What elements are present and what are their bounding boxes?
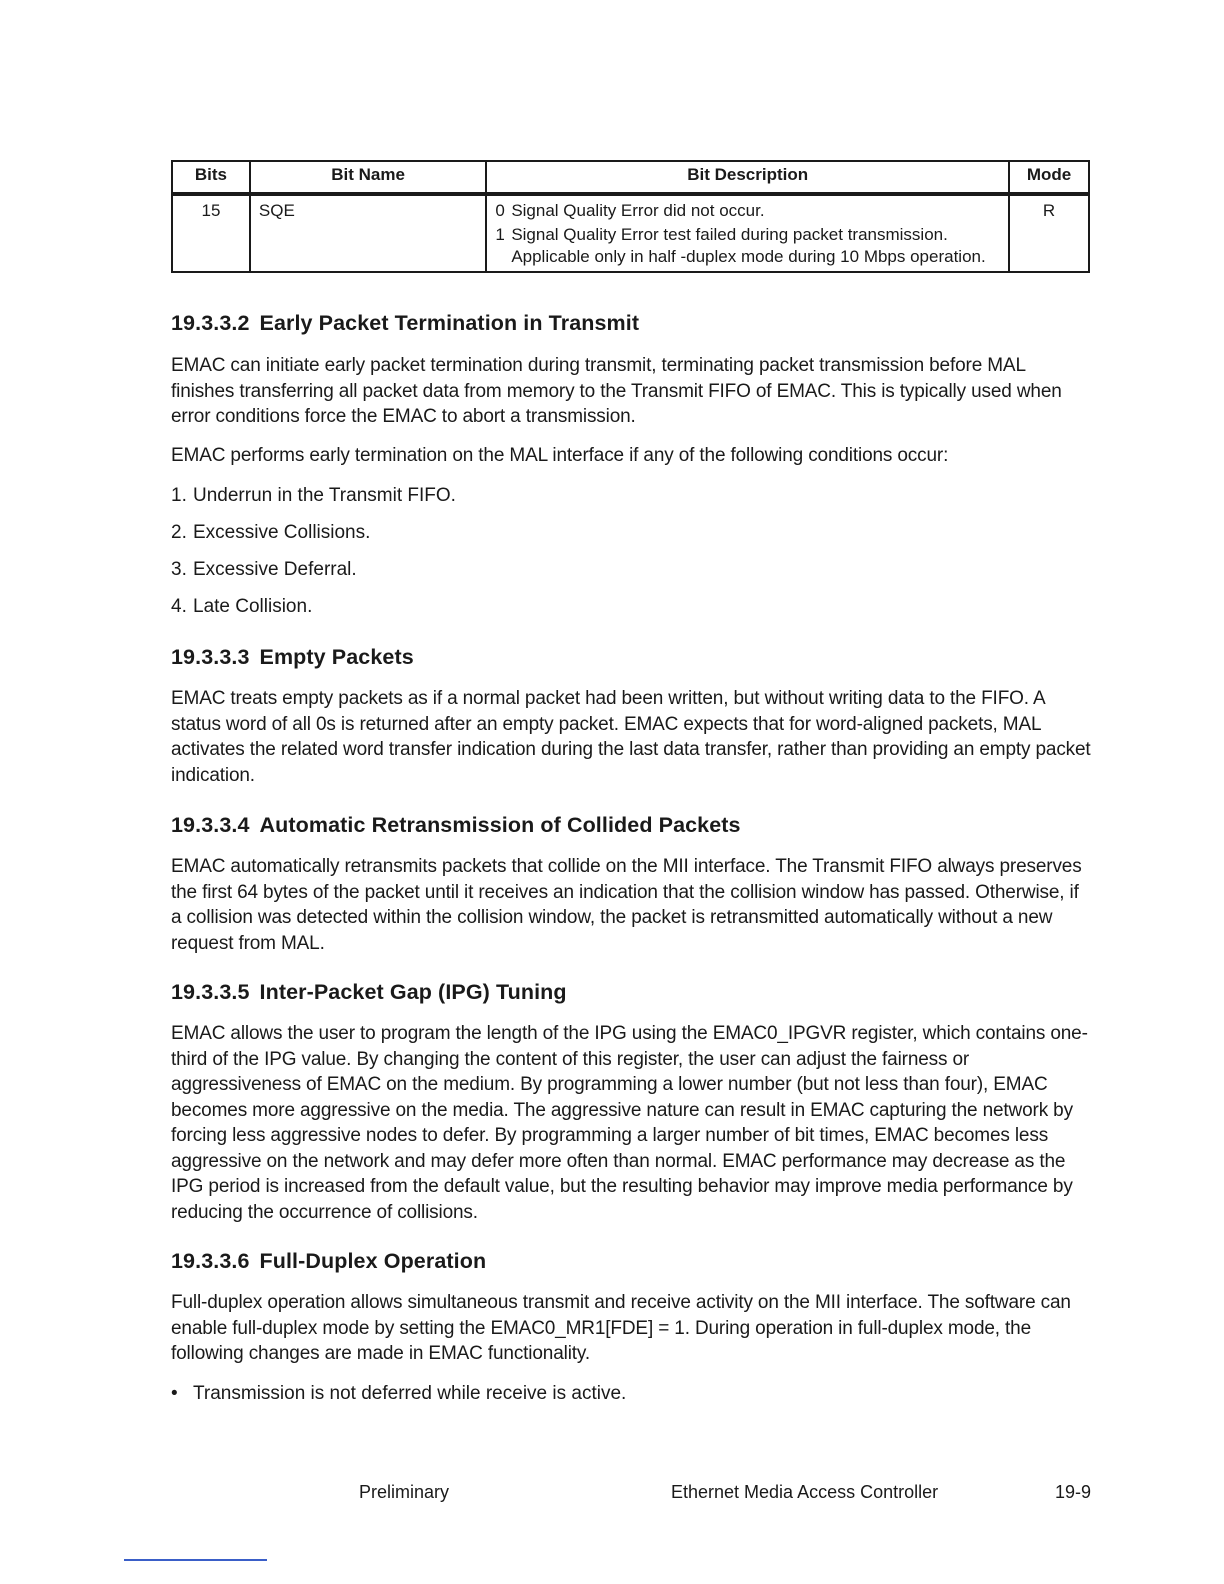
section-heading-19-3-3-5 <box>171 978 1091 1006</box>
table-header-row <box>172 161 1089 194</box>
section-title: 19.3.3.2 Early Packet Termination in Transmit <box>171 311 640 335</box>
paragraph <box>171 1021 1091 1225</box>
description-line <box>495 224 1000 268</box>
bullet-icon: • <box>171 1383 178 1404</box>
list-item: 2. Excessive Collisions. <box>171 522 371 543</box>
paragraph-text: EMAC can initiate early packet termination during transmit, terminating packet transmission before MAL finishes transferring all packet data from memory to the Transmit FIFO of EMAC. This is typically used when error conditions force the EMAC to abort a transmission. <box>171 355 1062 427</box>
footer-page-number: 19-9 <box>1055 1482 1092 1502</box>
description-value: 1 <box>495 225 505 244</box>
section-heading-19-3-3-2 <box>171 309 1091 337</box>
section-title: 19.3.3.5 Inter-Packet Gap (IPG) Tuning <box>171 980 567 1004</box>
header-bit-description: Bit Description <box>486 161 1009 194</box>
description-text: Signal Quality Error test failed during packet transmission. Applicable only in half -duplex mode during 10 Mbps operation. <box>511 225 986 266</box>
paragraph <box>171 1290 1091 1367</box>
section-heading-19-3-3-4 <box>171 811 1091 839</box>
section-heading-19-3-3-3 <box>171 643 1091 671</box>
footnote-rule <box>124 1559 267 1561</box>
header-bits: Bits <box>172 161 250 194</box>
paragraph-text: EMAC performs early termination on the MAL interface if any of the following conditions occur: <box>171 445 949 466</box>
description-text: Signal Quality Error did not occur. <box>511 201 765 220</box>
description-value: 0 <box>495 201 505 220</box>
section-title: 19.3.3.4 Automatic Retransmission of Collided Packets <box>171 813 741 837</box>
paragraph-text: EMAC allows the user to program the length of the IPG using the EMAC0_IPGVR register, which contains one-third of the IPG value. By changing the content of this register, the user can adjust the fairness or aggressiveness of EMAC on the medium. By programming a lower number (but not less than four), EMAC becomes more aggressive on the media. The aggressive nature can result in EMAC capturing the network by forcing less aggressive nodes to defer. By programming a larger number of bit times, EMAC becomes less aggressive on the network and may defer more often than normal. EMAC performance may decrease as the IPG period is increased from the default value, but the resulting behavior may improve media performance by reducing the occurrence of collisions. <box>171 1023 1088 1223</box>
list-item: 4. Late Collision. <box>171 596 313 617</box>
header-bit-name: Bit Name <box>250 161 486 194</box>
paragraph <box>171 443 1091 469</box>
paragraph <box>171 686 1091 788</box>
list-item: 3. Excessive Deferral. <box>171 559 357 580</box>
paragraph-text: EMAC treats empty packets as if a normal packet had been written, but without writing data to the FIFO. A status word of all 0s is returned after an empty packet. EMAC expects that for word-aligned packets, MAL activates the related word transfer indication during the last data transfer, rather than providing an empty packet indication. <box>171 688 1091 786</box>
paragraph-text: Full-duplex operation allows simultaneous transmit and receive activity on the MII interface. The software can enable full-duplex mode by setting the EMAC0_MR1[FDE] = 1. During operation in full-duplex mode, the following changes are made in EMAC functionality. <box>171 1292 1071 1364</box>
cell-bit-name: SQE <box>250 194 486 272</box>
section-heading-19-3-3-6 <box>171 1247 1091 1275</box>
cell-bits: 15 <box>172 194 250 272</box>
section-title: 19.3.3.3 Empty Packets <box>171 645 414 669</box>
bullet-item: • Transmission is not deferred while receive is active. <box>171 1383 627 1404</box>
cell-mode: R <box>1009 194 1089 272</box>
description-line <box>495 200 1000 222</box>
list-item: 1. Underrun in the Transmit FIFO. <box>171 485 456 506</box>
header-mode: Mode <box>1009 161 1089 194</box>
register-bits-table <box>171 160 1090 273</box>
paragraph-text: EMAC automatically retransmits packets that collide on the MII interface. The Transmit FIFO always preserves the first 64 bytes of the packet until it receives an indication that the collision window has passed. Otherwise, if a collision was detected within the collision window, the packet is retransmitted automatically without a new request from MAL. <box>171 856 1082 954</box>
cell-bit-description <box>486 194 1009 272</box>
section-title: 19.3.3.6 Full-Duplex Operation <box>171 1249 487 1273</box>
table-row <box>172 194 1089 272</box>
paragraph <box>171 854 1091 956</box>
paragraph <box>171 353 1091 430</box>
footer-status: Preliminary <box>359 1482 450 1502</box>
footer-chapter-title: Ethernet Media Access Controller <box>671 1482 939 1502</box>
